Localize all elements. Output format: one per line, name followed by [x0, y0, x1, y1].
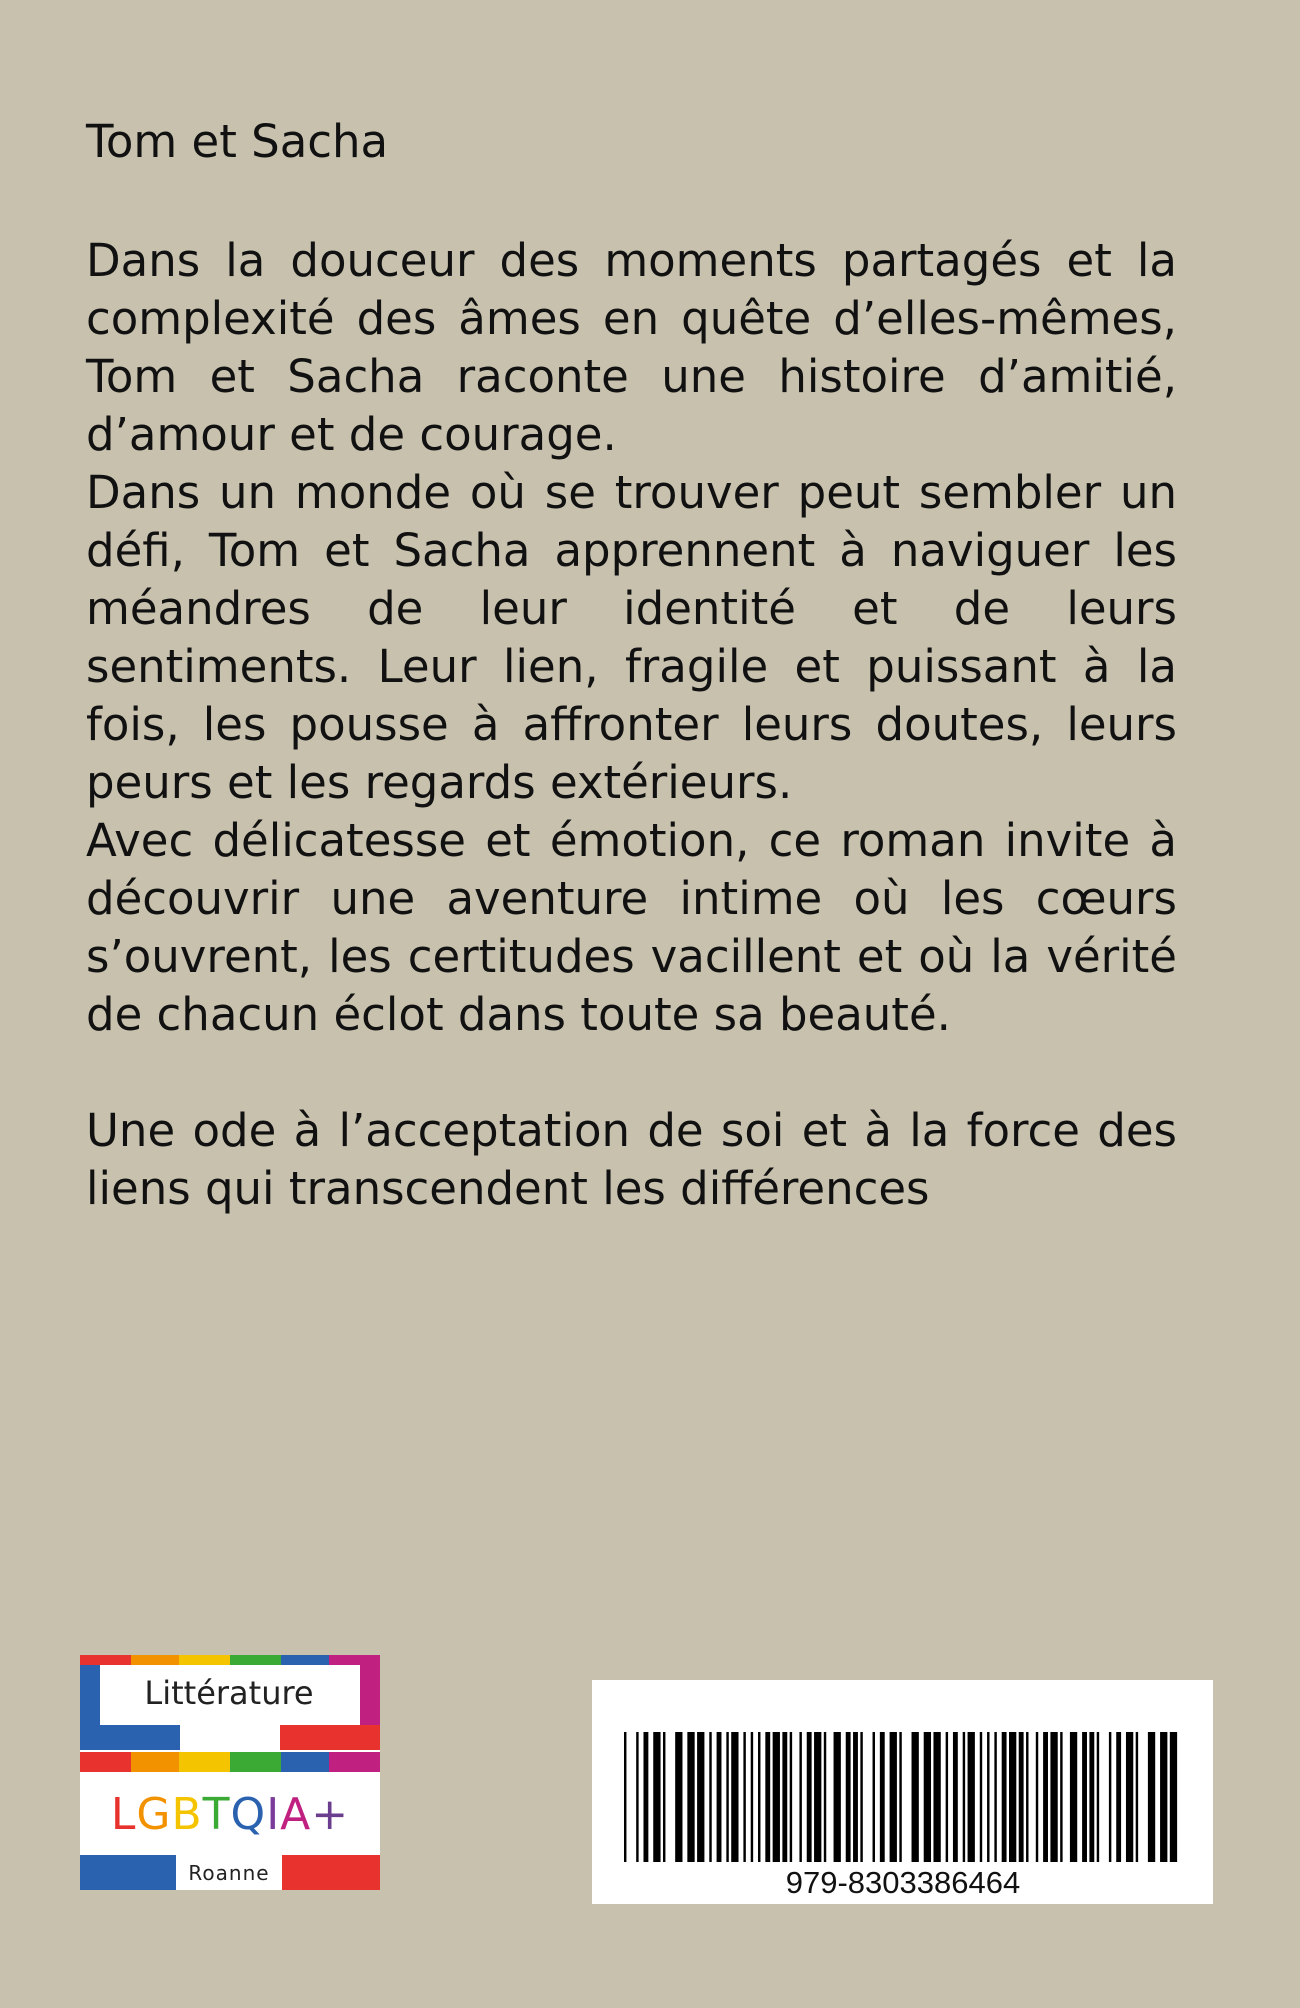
barcode-bar [873, 1732, 875, 1862]
barcode-bar [814, 1732, 821, 1862]
barcode-bar [773, 1732, 780, 1862]
barcode-bar [807, 1732, 812, 1862]
barcode-bars [624, 1732, 1182, 1862]
blurb-paragraph-3: Avec délicatesse et émotion, ce roman invite à découvrir une aventure intime où les cœurs s’ouvrent, les certitudes vacillent et où la vérité de chacun éclot dans toute sa beauté. [86, 814, 1177, 1041]
barcode-bar [653, 1732, 660, 1862]
barcode-bar [912, 1732, 919, 1862]
logo-letter: I [266, 1789, 281, 1840]
barcode-bar [1160, 1732, 1167, 1862]
barcode-bar [968, 1732, 975, 1862]
logo-letter: B [171, 1789, 203, 1840]
barcode-bar [1026, 1732, 1028, 1862]
barcode-bar [1043, 1732, 1048, 1862]
barcode-bar [1148, 1732, 1155, 1862]
barcode-bar [946, 1732, 948, 1862]
barcode-bar [1036, 1732, 1038, 1862]
barcode-bar [731, 1732, 738, 1862]
publisher-logo [80, 1655, 380, 1890]
barcode-bar [1116, 1732, 1121, 1862]
barcode-bar [1136, 1732, 1138, 1862]
barcode-bar [697, 1732, 704, 1862]
barcode-bar [1126, 1732, 1133, 1862]
isbn-barcode [592, 1680, 1213, 1904]
barcode-bar [824, 1732, 826, 1862]
barcode-bar [860, 1732, 862, 1862]
barcode-bar [1170, 1732, 1177, 1862]
barcode-bar [846, 1732, 851, 1862]
barcode-bar [1019, 1732, 1024, 1862]
barcode-bar [1097, 1732, 1099, 1862]
barcode-bar [899, 1732, 901, 1862]
logo-block [282, 1855, 380, 1890]
barcode-bar [1002, 1732, 1007, 1862]
logo-block [80, 1855, 176, 1890]
logo-letter: G [136, 1789, 172, 1840]
logo-block [360, 1665, 380, 1725]
barcode-bar [1070, 1732, 1077, 1862]
logo-letter: L [110, 1789, 137, 1840]
barcode-bar [643, 1732, 648, 1862]
logo-letter: A [280, 1789, 312, 1840]
barcode-bar [834, 1732, 841, 1862]
barcode-bar [799, 1732, 801, 1862]
barcode-bar [675, 1732, 682, 1862]
barcode-bar [765, 1732, 770, 1862]
barcode-bar [980, 1732, 982, 1862]
logo-block [280, 1725, 380, 1750]
isbn-number: 979-8303386464 [785, 1865, 1021, 1900]
barcode-bar [709, 1732, 711, 1862]
logo-block [80, 1725, 180, 1750]
logo-block [80, 1665, 100, 1725]
barcode-bar [790, 1732, 792, 1862]
barcode-bar [624, 1732, 626, 1862]
barcode-bar [1109, 1732, 1111, 1862]
barcode-bar [1082, 1732, 1087, 1862]
barcode-bar [963, 1732, 965, 1862]
logo-label-roanne: Roanne [176, 1858, 282, 1888]
barcode-bar [751, 1732, 753, 1862]
logo-label-litterature: Littérature [126, 1673, 332, 1713]
back-cover-blurb [86, 232, 1177, 1218]
barcode-bar [687, 1732, 694, 1862]
blurb-paragraph-1: Dans la douceur des moments partagés et la complexité des âmes en quête d’elles-mêmes, Tom et Sacha raconte une histoire d’amitié, d’amour et de courage. [86, 234, 1177, 461]
barcode-bar [758, 1732, 760, 1862]
barcode-bar [924, 1732, 931, 1862]
logo-letter: + [311, 1789, 350, 1840]
barcode-bar [953, 1732, 958, 1862]
barcode-bar [636, 1732, 638, 1862]
barcode-bar [726, 1732, 728, 1862]
barcode-bar [933, 1732, 940, 1862]
blurb-paragraph-2: Dans un monde où se trouver peut sembler un défi, Tom et Sacha apprennent à naviguer les méandres de leur identité et de leurs sentiments. Leur lien, fragile et puissant à la fois, les pousse à affronter leurs doutes, leurs peurs et les regards extérieurs. [86, 466, 1177, 809]
barcode-bar [782, 1732, 787, 1862]
barcode-bar [1009, 1732, 1016, 1862]
barcode-bar [880, 1732, 885, 1862]
barcode-bar [994, 1732, 996, 1862]
barcode-bar [1089, 1732, 1094, 1862]
barcode-bar [890, 1732, 897, 1862]
logo-stripe-middle [80, 1752, 380, 1772]
logo-acronym [80, 1785, 380, 1845]
barcode-bar [717, 1732, 722, 1862]
logo-stripe-top [80, 1655, 380, 1665]
barcode-bar [663, 1732, 665, 1862]
book-title: Tom et Sacha [86, 115, 389, 168]
barcode-bar [987, 1732, 989, 1862]
logo-letter: Q [230, 1789, 267, 1840]
barcode-bar [1050, 1732, 1057, 1862]
barcode-bar [853, 1732, 858, 1862]
barcode-bar [743, 1732, 745, 1862]
blurb-tagline: Une ode à l’acceptation de soi et à la force des liens qui transcendent les différences [86, 1104, 1177, 1215]
logo-letter: T [202, 1789, 231, 1840]
barcode-bar [1060, 1732, 1062, 1862]
